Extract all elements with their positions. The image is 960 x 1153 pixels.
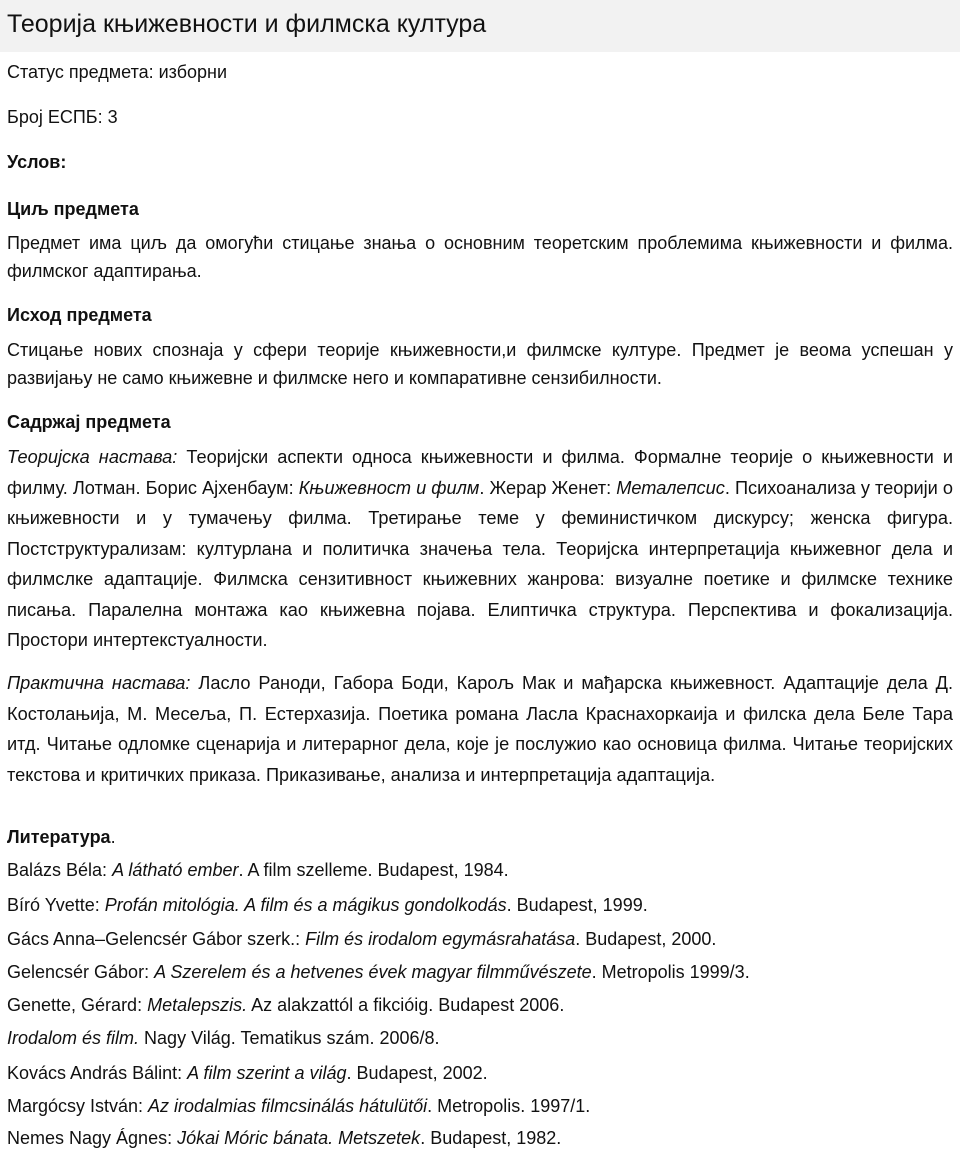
literature-heading-suffix: . (110, 827, 116, 847)
reference-item (7, 929, 716, 950)
ref-details: . A film szelleme. Budapest, 1984. (238, 860, 509, 880)
ref-title: A látható ember (112, 860, 239, 880)
reference-item (7, 860, 509, 881)
ref-author: Gács Anna–Gelencsér Gábor szerk.: (7, 929, 306, 949)
reference-item (7, 1063, 488, 1084)
ref-title: Az irodalmias filmcsinálás hátulütői (148, 1096, 428, 1116)
ref-author: Genette, Gérard: (7, 995, 148, 1015)
theory-italic-2: Металепсис (616, 477, 725, 498)
ref-title: Irodalom és film. (7, 1028, 140, 1048)
practice-paragraph (7, 668, 953, 790)
espb-credits: Број ЕСПБ: 3 (7, 107, 118, 127)
literature-heading-text: Литература (7, 827, 111, 847)
theory-text-3: . Психоанализа у теорији о књижевности и у тумачењу филма. Третирање теме у феминистичком дискурсу; женска фигура. Постструктурализам: културлана и политичка значења тела. Теоријска интерпретација књижевног дела и филмслке адаптације. Филмска сензитивност књижевних жанрова: визуалне поетике и филмске технике писања. Паралелна монтажа као књижевна појава. Елиптичка структура. Перспектива и фокализација. Простори интертекстуалности. (7, 477, 953, 650)
reference-item (7, 895, 648, 916)
ref-title: Profán mitológia. A film és a mágikus gondolkodás (104, 895, 507, 915)
theory-text-1: Теоријски аспекти односа књижевности и филма. Формалне теорије о књижевности и филму. Лотман. Борис Ајхенбаум: (7, 447, 953, 498)
practice-text: Ласло Раноди, Габора Боди, Карољ Мак и мађарска књижевност. Адаптације дела Д. Костолањија, М. Месеља, П. Естерхазија. Поетика романа Ласла Краснахоркаија и филска дела Беле Тара итд. Читање одломке сценарија и литерарног дела, које је послужио као основица филма. Читање теоријских текстова и критичких приказа. Приказивање, анализа и интерпретација адаптација. (7, 673, 953, 785)
theory-text-2: . Жерар Женет: (479, 477, 617, 498)
ref-title: Metalepszis. (147, 995, 248, 1015)
ref-details: Az alakzattól a fikcióig. Budapest 2006. (247, 995, 565, 1015)
ref-details: . Metropolis. 1997/1. (427, 1096, 591, 1116)
content-heading: Садржај предмета (7, 412, 171, 432)
ref-title: A film szerint a világ (187, 1063, 347, 1083)
theory-italic-1: Књижевност и филм (298, 477, 480, 498)
ref-details: . Budapest, 1999. (506, 895, 648, 915)
outcome-heading: Исход предмета (7, 305, 152, 325)
theory-label: Теоријска настава: (7, 447, 178, 467)
course-status: Статус предмета: изборни (7, 62, 228, 82)
practice-label: Практична настава: (7, 673, 191, 693)
outcome-text: Стицање нових спознаја у сфери теорије књижевности,и филмске културе. Предмет је веома успешан у развијању не само књижевне и филмске него и компаративне сензибилности. (7, 340, 953, 388)
goal-heading: Циљ предмета (7, 199, 139, 219)
ref-details: Nagy Világ. Tematikus szám. 2006/8. (139, 1028, 440, 1048)
reference-item (7, 1096, 590, 1117)
reference-item (7, 1028, 440, 1049)
ref-title: A Szerelem és a hetvenes évek magyar filmművészete (154, 962, 592, 982)
ref-title: Jókai Móric bánata. Metszetek (177, 1128, 421, 1148)
ref-author: Gelencsér Gábor: (7, 962, 155, 982)
condition-label: Услов: (7, 152, 67, 172)
ref-author: Kovács András Bálint: (7, 1063, 188, 1083)
course-condition (7, 152, 66, 173)
ref-author: Bíró Yvette: (7, 895, 105, 915)
ref-author: Margócsy István: (7, 1096, 149, 1116)
page-title: Теорија књижевности и филмска култура (7, 10, 487, 38)
goal-text: Предмет има циљ да омогући стицање знања о основним теоретским проблемима књижевности и филма. филмског адаптирања. (7, 233, 953, 281)
reference-item (7, 995, 564, 1016)
ref-title: Film és irodalom egymásrahatása (305, 929, 576, 949)
ref-author: Balázs Béla: (7, 860, 113, 880)
title-bar (0, 0, 960, 52)
ref-details: . Budapest, 2002. (346, 1063, 488, 1083)
ref-details: . Metropolis 1999/3. (591, 962, 750, 982)
reference-item (7, 962, 750, 983)
ref-author: Nemes Nagy Ágnes: (7, 1128, 178, 1148)
ref-details: . Budapest, 1982. (420, 1128, 562, 1148)
literature-heading (7, 827, 116, 848)
ref-details: . Budapest, 2000. (575, 929, 717, 949)
theory-paragraph (7, 442, 953, 656)
reference-item (7, 1128, 561, 1149)
